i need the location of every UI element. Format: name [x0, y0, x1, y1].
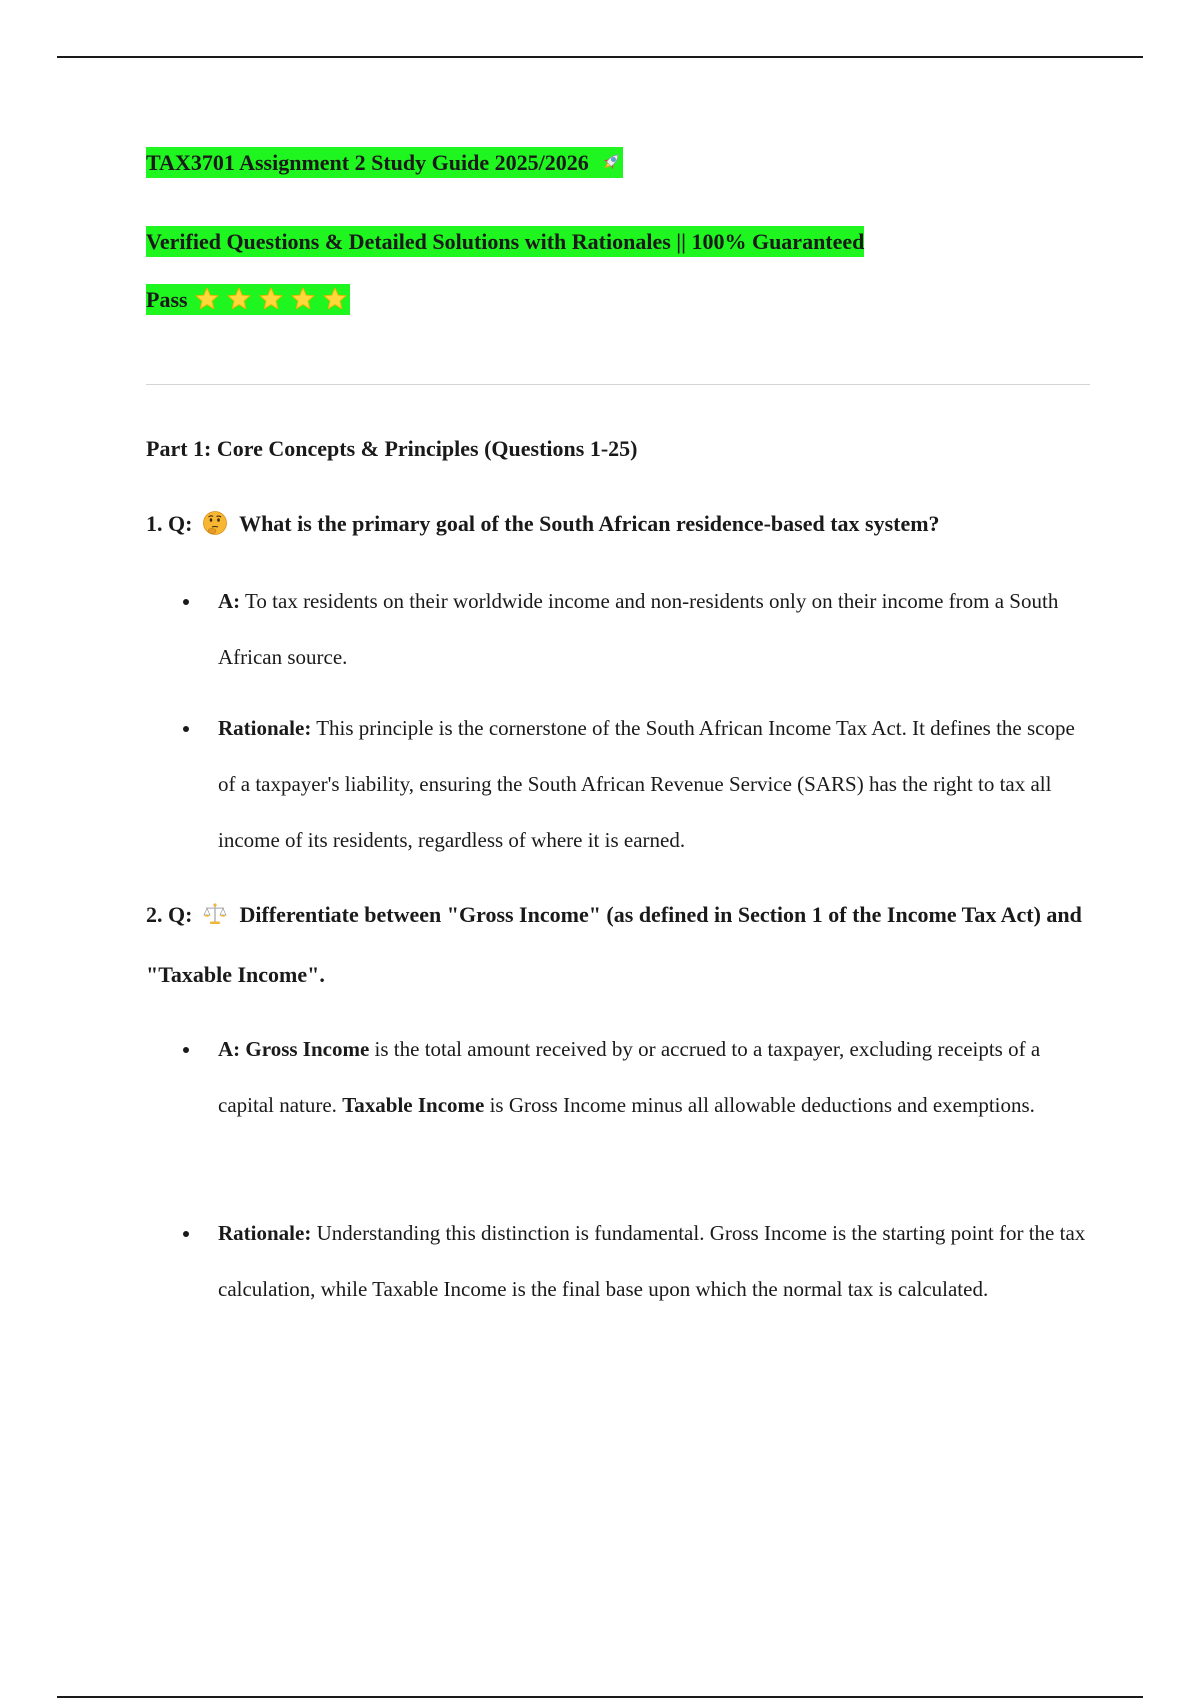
pass-rating	[146, 284, 350, 315]
answer-text: To tax residents on their worldwide income and non-residents only on their income from a South African source.	[218, 589, 1059, 669]
answer-text-2: is Gross Income minus all allowable deductions and exemptions.	[489, 1093, 1035, 1117]
rationale-item	[218, 1205, 1090, 1317]
rationale-text: This principle is the cornerstone of the South African Income Tax Act. It defines the scope of a taxpayer's liability, ensuring the South African Revenue Service (SARS) has the right to tax all income of its residents, regardless of where it is earned.	[218, 716, 1075, 852]
part-heading: Part 1: Core Concepts & Principles (Questions 1-25)	[146, 436, 638, 461]
top-rule	[57, 56, 1143, 58]
question-1	[146, 494, 1090, 554]
star-icon	[258, 286, 284, 312]
answer-term-taxable-income: Taxable Income	[342, 1093, 485, 1117]
title-highlight	[146, 147, 623, 178]
question-2	[146, 885, 1090, 1005]
answer-text-1: is the total amount received by or accrued to a taxpayer, excluding receipts of a capital nature.	[218, 1037, 1041, 1117]
answer-item	[218, 1021, 1090, 1133]
section-divider	[146, 384, 1090, 385]
rocket-icon	[599, 150, 623, 174]
subtitle-highlight: Verified Questions & Detailed Solutions with Rationales || 100% Guaranteed	[146, 226, 864, 257]
question-prefix: 2. Q:	[146, 902, 193, 927]
star-icon	[194, 286, 220, 312]
star-icon	[290, 286, 316, 312]
star-icon	[322, 286, 348, 312]
question-text: Differentiate between "Gross Income" (as defined in Section 1 of the Income Tax Act) and "Taxable Income".	[146, 902, 1082, 987]
question-text: What is the primary goal of the South African residence-based tax system?	[239, 511, 940, 536]
thinking-face-icon	[202, 510, 228, 536]
title-text: TAX3701 Assignment 2 Study Guide 2025/2026	[146, 150, 589, 175]
rationale-item	[218, 700, 1090, 868]
document-title	[146, 147, 623, 178]
answer-item	[218, 573, 1090, 685]
rationale-text: Understanding this distinction is fundamental. Gross Income is the starting point for the tax calculation, while Taxable Income is the final base upon which the normal tax is calculated.	[218, 1221, 1086, 1301]
answer-term-gross-income: Gross Income	[245, 1037, 370, 1061]
pass-highlight	[146, 284, 350, 315]
answer-label: A:	[218, 589, 241, 613]
rationale-label: Rationale:	[218, 716, 312, 740]
star-icon	[226, 286, 252, 312]
rationale-label: Rationale:	[218, 1221, 312, 1245]
pass-label: Pass	[146, 287, 188, 312]
answer-label: A:	[218, 1037, 241, 1061]
balance-scale-icon	[202, 901, 228, 927]
star-rating	[188, 284, 350, 315]
bottom-rule	[57, 1696, 1143, 1698]
question-prefix: 1. Q:	[146, 511, 193, 536]
document-subtitle	[146, 226, 864, 257]
